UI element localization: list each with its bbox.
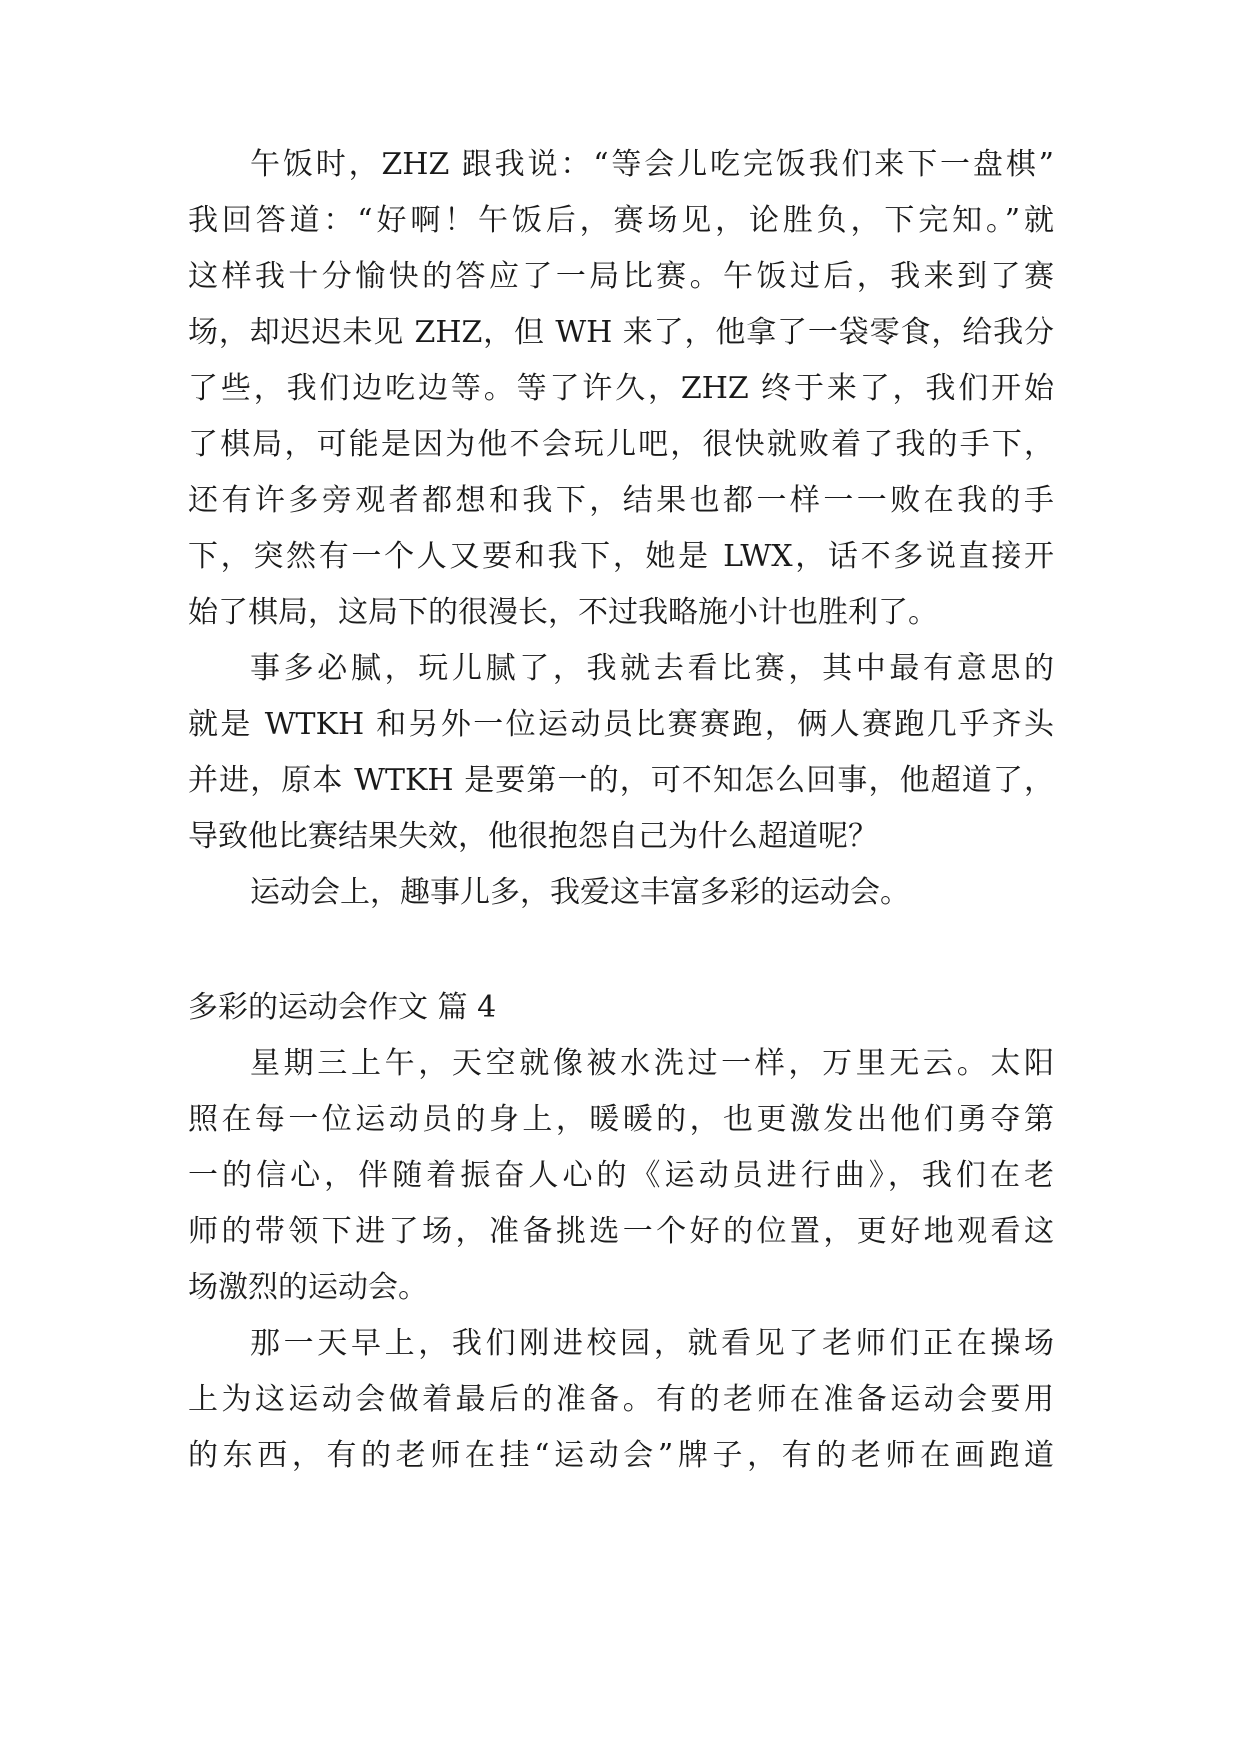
paragraph-line: 星期三上午，天空就像被水洗过一样，万里无云。太阳 — [250, 1046, 1054, 1081]
paragraph-line: 那一天早上，我们刚进校园，就看见了老师们正在操场 — [250, 1326, 1054, 1361]
paragraph-line: 还有许多旁观者都想和我下，结果也都一样一一败在我的手 — [188, 483, 1054, 518]
paragraph-line: 上为这运动会做着最后的准备。有的老师在准备运动会要用 — [188, 1382, 1054, 1417]
paragraph-line: 我回答道：“好啊！午饭后，赛场见，论胜负，下完知。”就 — [188, 203, 1054, 238]
paragraph-line: 照在每一位运动员的身上，暖暖的，也更激发出他们勇夺第 — [188, 1102, 1054, 1137]
paragraph-line: 场激烈的运动会。 — [188, 1270, 428, 1305]
paragraph-line: 午饭时，ZHZ 跟我说：“等会儿吃完饭我们来下一盘棋” — [250, 147, 1054, 182]
paragraph-line: 师的带领下进了场，准备挑选一个好的位置，更好地观看这 — [188, 1214, 1054, 1249]
paragraph-line: 运动会上，趣事儿多，我爱这丰富多彩的运动会。 — [250, 875, 910, 910]
paragraph-line: 始了棋局，这局下的很漫长，不过我略施小计也胜利了。 — [188, 595, 938, 630]
paragraph-line: 了些，我们边吃边等。等了许久，ZHZ 终于来了，我们开始 — [188, 371, 1054, 406]
paragraph-line: 场，却迟迟未见 ZHZ，但 WH 来了，他拿了一袋零食，给我分 — [188, 315, 1054, 350]
paragraph-line: 一的信心，伴随着振奋人心的《运动员进行曲》，我们在老 — [188, 1158, 1054, 1193]
paragraph-line: 并进，原本 WTKH 是要第一的，可不知怎么回事，他超道了， — [188, 763, 1054, 798]
paragraph-line: 下，突然有一个人又要和我下，她是 LWX，话不多说直接开 — [188, 539, 1054, 574]
section-heading: 多彩的运动会作文 篇 4 — [188, 990, 497, 1025]
paragraph-line: 这样我十分愉快的答应了一局比赛。午饭过后，我来到了赛 — [188, 259, 1054, 294]
paragraph-line: 的东西，有的老师在挂“运动会”牌子，有的老师在画跑道 — [188, 1438, 1054, 1473]
paragraph-line: 事多必腻，玩儿腻了，我就去看比赛，其中最有意思的 — [250, 651, 1054, 686]
paragraph-line: 就是 WTKH 和另外一位运动员比赛赛跑，俩人赛跑几乎齐头 — [188, 707, 1054, 742]
paragraph-line: 导致他比赛结果失效，他很抱怨自己为什么超道呢？ — [188, 819, 878, 854]
paragraph-line: 了棋局，可能是因为他不会玩儿吧，很快就败着了我的手下， — [188, 427, 1054, 462]
